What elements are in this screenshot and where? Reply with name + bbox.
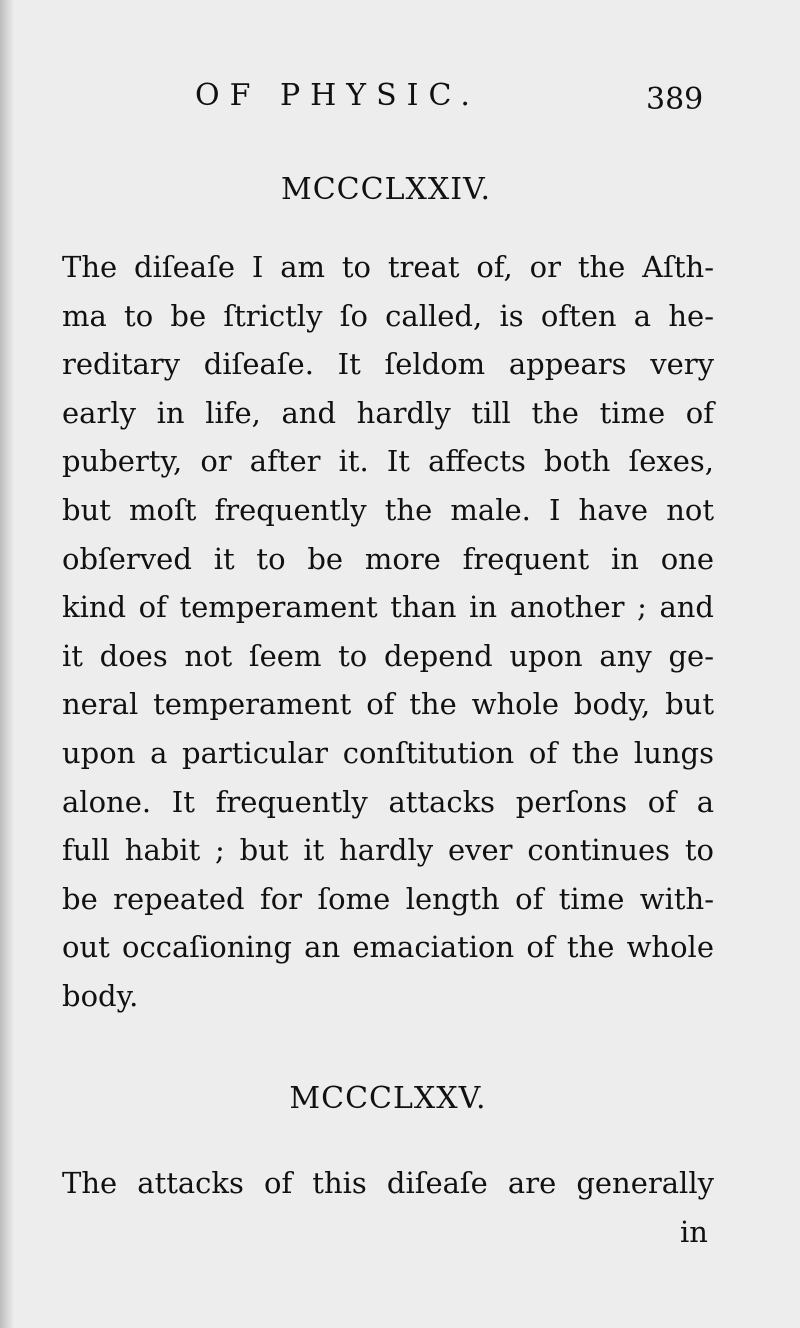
text-line: puberty, or after it. It affects both ſexes,: [62, 444, 714, 479]
text-line: out occaſioning an emaciation of the whole: [62, 930, 714, 965]
text-line: upon a particular conſtitution of the lungs: [62, 735, 714, 770]
text-line: but moſt frequently the male. I have not: [62, 492, 714, 527]
paragraph: [62, 1159, 714, 1208]
running-head: OF PHYSIC.: [195, 78, 480, 113]
text-line: reditary diſeaſe. It ſeldom appears very: [62, 347, 714, 382]
text-line: The attacks of this diſeaſe are generally: [62, 1166, 714, 1200]
paragraph: [62, 243, 714, 1021]
catchword: in: [680, 1215, 708, 1249]
text-line: full habit ; but it hardly ever continues to: [62, 833, 714, 868]
section-heading: MCCCLXXV.: [289, 1081, 487, 1116]
text-line: body.: [62, 978, 139, 1013]
text-line: alone. It frequently attacks perſons of a: [62, 784, 714, 819]
text-line: neral temperament of the whole body, but: [62, 687, 714, 722]
text-line: obſerved it to be more frequent in one: [62, 541, 714, 576]
text-line: be repeated for ſome length of time with-: [62, 881, 714, 916]
text-line: The diſeaſe I am to treat of, or the Aſth-: [62, 250, 714, 284]
text-line: it does not ſeem to depend upon any ge-: [62, 638, 714, 673]
text-line: early in life, and hardly till the time of: [62, 395, 714, 430]
text-line: ma to be ſtrictly ſo called, is often a he-: [62, 298, 714, 333]
text-line: kind of temperament than in another ; and: [62, 590, 714, 625]
page-number: 389: [646, 82, 704, 117]
section-heading: MCCCLXXIV.: [280, 172, 492, 207]
